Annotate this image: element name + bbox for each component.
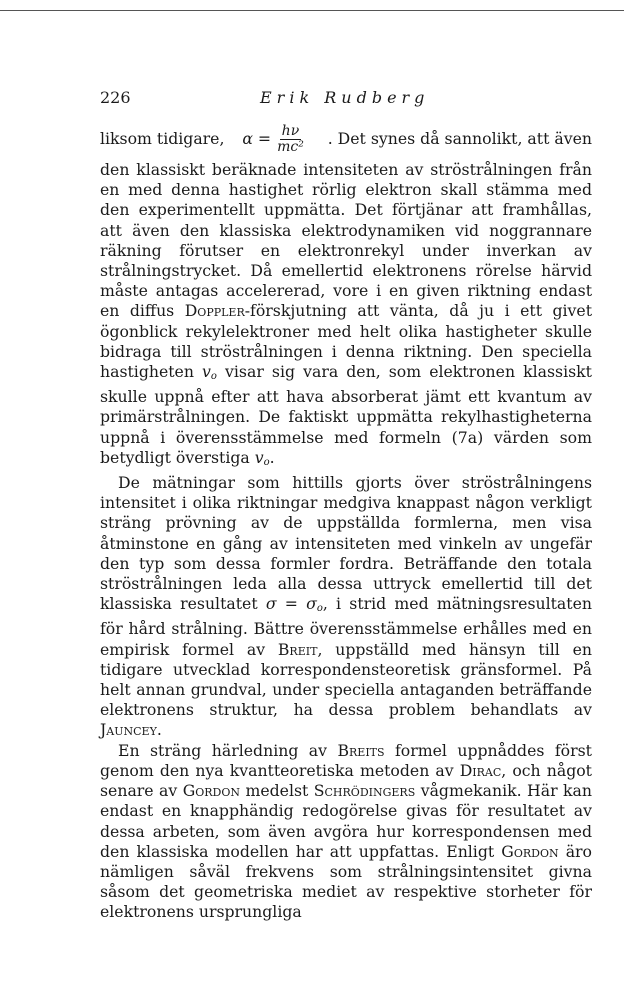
p3-text-e: vågmekanik. Här kan endast en knapphändig redogörelse givas för resultatet av dessa arbeten, som även avgöra hur korrespondensen med den klassiska modellen har att uppfattas. Enligt	[100, 781, 592, 861]
running-head-author: Erik Rudberg	[260, 88, 430, 107]
page-number: 226	[100, 88, 131, 107]
symbol-v0	[202, 362, 217, 381]
name-gordon-second: Gordon	[501, 841, 559, 861]
paragraph-1	[100, 160, 592, 473]
p3-text-f: äro nämligen såväl frekvens som strålningsintensitet givna såsom det geometriska mediet av respektive storheter för elektronens ursprungliga	[100, 841, 592, 922]
p3-text-c: , och något senare av	[100, 760, 592, 801]
name-gordon: Gordon	[182, 781, 240, 801]
p1-text-a: den klassiskt beräknade intensiteten av ströstrålningen från en med denna hastighet rörlig elektron skall stämma med den experimentellt uppmätta. Det förtjänar att framhållas, att även den klassiska elektrodynamiken vid noggrannare räkning förutser en elektronrekyl under inverkan av strålningstrycket. Då emellertid elektronens rörelse härvid måste antagas accelererad, vore i en given riktning endast en diffus	[100, 160, 592, 321]
formula-prefix: liksom tidigare,	[100, 128, 225, 148]
sigma-expression: σ = σ	[265, 594, 317, 614]
p3-text-b: formel uppnåddes först genom den nya kvantteoretiska metoden av	[100, 740, 592, 780]
sigma-subscript: o	[316, 603, 323, 615]
name-breits: Breits	[337, 740, 385, 760]
name-jauncey: Jauncey	[100, 720, 157, 740]
p2-text-a: De mätningar som hittills gjorts över ströstrålningens intensitet i olika riktningar medgiva knappast någon verkligt sträng prövning av de uppställda formlerna, men visa åtminstone en gång av intensiteten med vinkeln av ungefär den typ som dessa formler fordra. Beträffande den totala ströstrålningen leda alla dessa uttryck emellertid till det klassiska resultatet	[100, 473, 592, 614]
name-schrodinger: Schrödingers	[313, 781, 416, 801]
body-text	[100, 118, 592, 923]
p3-text-d: medelst	[245, 781, 309, 801]
p1-end: .	[269, 447, 275, 467]
alpha-formula	[242, 124, 309, 155]
name-dirac: Dirac	[459, 760, 502, 780]
p2-text-c: , uppställd med hänsyn till en tidigare utvecklad korrespondensteoretisk gränsformel. På helt annan grundval, under speciella antaganden beträffande elektronens struktur, ha dessa problem behandlats av	[100, 639, 592, 720]
p2-text-b: , i strid med mätningsresultaten för hård strålning. Bättre överensstämmelse erhålles med en empirisk formel av	[100, 594, 592, 659]
symbol-sigma	[266, 594, 323, 613]
formula-suffix: . Det synes då sannolikt, att även	[327, 128, 592, 148]
name-doppler: Doppler	[184, 301, 245, 321]
fraction-numerator: hν	[281, 122, 300, 139]
fraction	[275, 124, 306, 155]
p1-text-b: -förskjutning att vänta, då ju i ett givet ögonblick rekylelektroner med helt olika hastigheter skulle bidraga till ströstrålningen i denna riktning. Den speciella hastigheten	[100, 301, 592, 382]
v0-letter: v	[202, 362, 211, 382]
symbol-v0-second	[255, 448, 270, 467]
p1-text-c: visar sig vara den, som elektronen klassiskt skulle uppnå efter att hava absorberat jämt ett kvantum av primärstrålningen. De faktiskt uppmätta rekylhastigheterna uppnå i överensstämmelse med formeln (7a) värden som betydligt överstiga	[100, 362, 592, 467]
v0b-subscript: o	[263, 456, 270, 468]
p2-end: .	[156, 720, 162, 740]
formula-lhs: α =	[242, 128, 272, 148]
formula-line	[100, 118, 592, 160]
name-breit: Breit	[277, 639, 318, 659]
p3-text-a: En sträng härledning av	[118, 740, 328, 760]
paragraph-3	[100, 741, 592, 923]
page-header	[100, 88, 592, 112]
top-edge-rule	[0, 10, 624, 11]
fraction-denominator: mc²	[277, 138, 304, 155]
v0-subscript: o	[210, 371, 217, 383]
v0b-letter: v	[254, 447, 264, 467]
paragraph-2	[100, 473, 592, 741]
